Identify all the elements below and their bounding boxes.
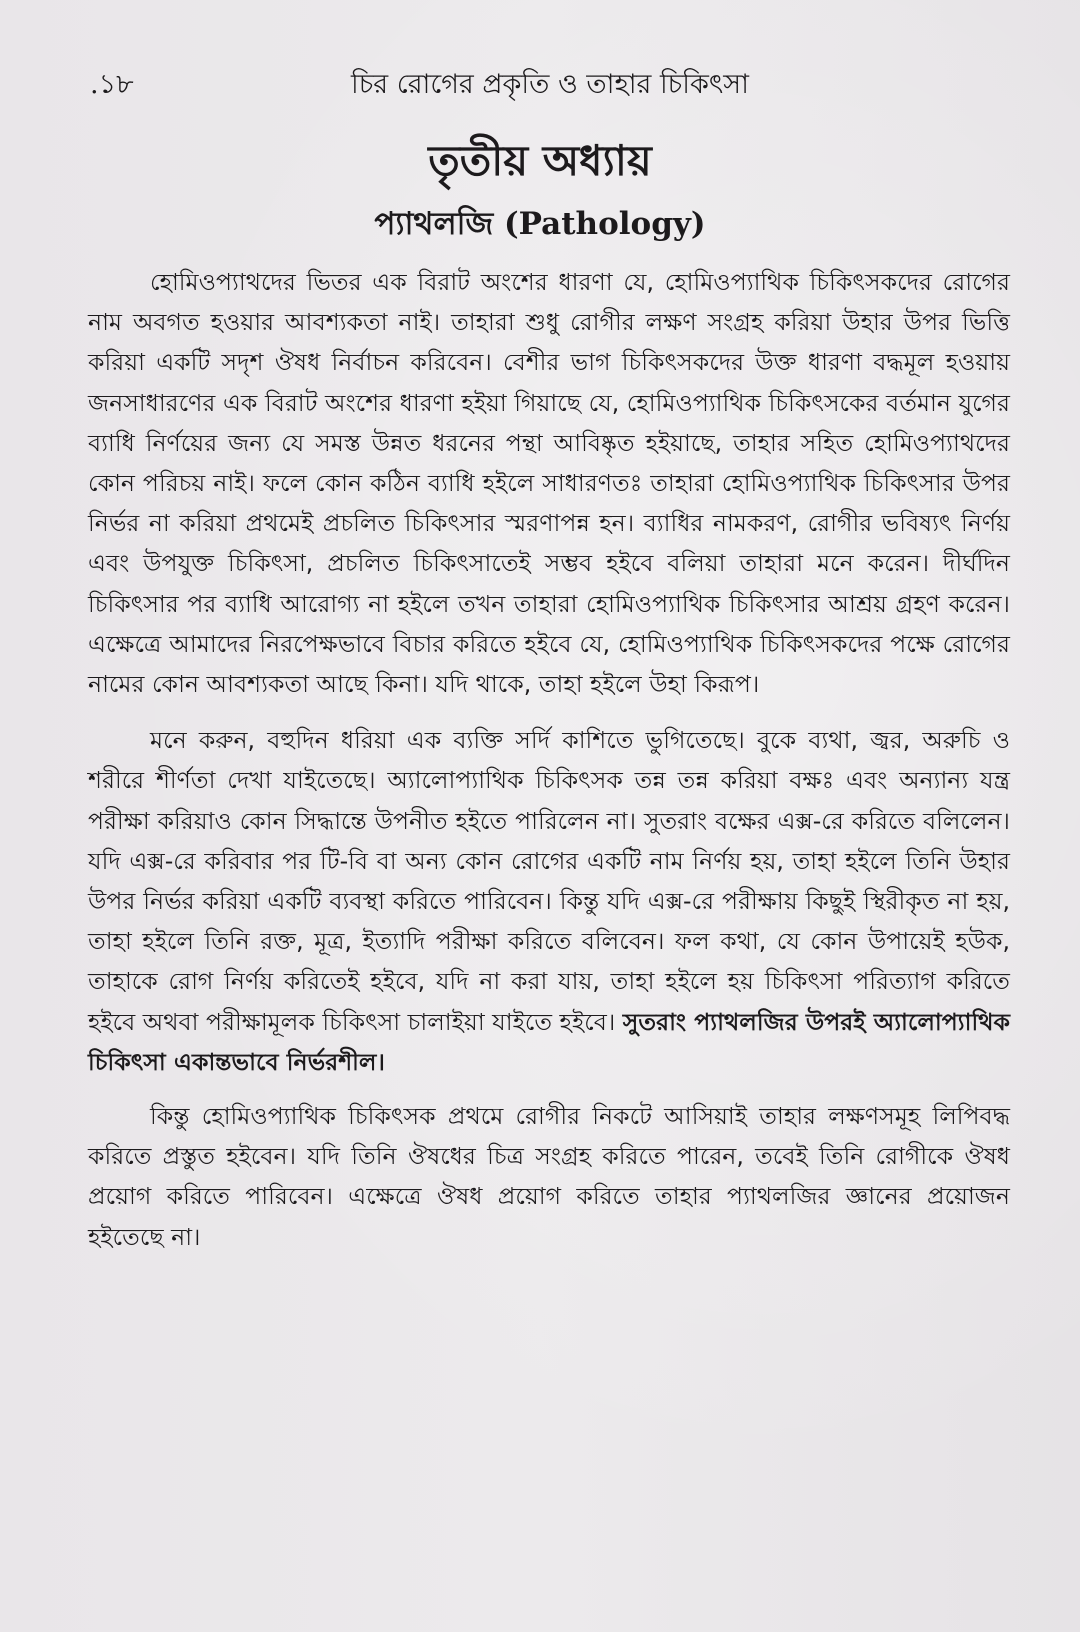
paragraph-2-text: মনে করুন, বহুদিন ধরিয়া এক ব্যক্তি সর্দি কাশিতে ভুগিতেছে। বুকে ব্যথা, জ্বর, অরুচি ও শরীরে শীর্ণতা দেখা যাইতেছে। অ্যালোপ্যাথিক চিকিৎসক তন্ন তন্ন করিয়া বক্ষঃ এবং অন্যান্য যন্ত্র পরীক্ষা করিয়াও কোন সিদ্ধান্তে উপনীত হইতে পারিলেন না। সুতরাং বক্ষের এক্স-রে করিতে বলিলেন। যদি এক্স-রে করিবার পর টি-বি বা অন্য কোন রোগের একটি নাম নির্ণয় হয়, তাহা হইলে তিনি উহার উপর নির্ভর করিয়া একটি ব্যবস্থা করিতে পারিবেন। কিন্তু যদি এক্স-রে পরীক্ষায় কিছুই স্থিরীকৃত না হয়, তাহা হইলে তিনি রক্ত, মূত্র, ইত্যাদি পরীক্ষা করিতে বলিবেন। ফল কথা, যে কোন উপায়েই হউক, তাহাকে রোগ নির্ণয় করিতেই হইবে, যদি না করা যায়, তাহা হইলে হয় চিকিৎসা পরিত্যাগ করিতে হইবে অথবা পরীক্ষামূলক চিকিৎসা চালাইয়া যাইতে হইবে। <box>88 726 1010 1036</box>
paragraph-2 <box>88 720 1010 1082</box>
page-header <box>90 60 1010 104</box>
chapter-title: তৃতীয় অধ্যায় <box>428 136 652 185</box>
page-number: .১৮ <box>90 69 134 100</box>
running-title: চির রোগের প্রকৃতি ও তাহার চিকিৎসা <box>351 69 749 100</box>
section-title: প্যাথলজি (Pathology) <box>374 206 706 242</box>
paragraph-3: কিন্তু হোমিওপ্যাথিক চিকিৎসক প্রথমে রোগীর নিকটে আসিয়াই তাহার লক্ষণসমূহ লিপিবদ্ধ করিতে প্রস্তুত হইবেন। যদি তিনি ঔষধের চিত্র সংগ্রহ করিতে পারেন, তবেই তিনি রোগীকে ঔষধ প্রয়োগ করিতে পারিবেন। এক্ষেত্রে ঔষধ প্রয়োগ করিতে তাহার প্যাথলজির জ্ঞানের প্রয়োজন হইতেছে না। <box>88 1102 1010 1251</box>
paragraph-2-emphasis: সুতরাং প্যাথলজির উপরই অ্যালোপ্যাথিক চিকিৎসা একান্তভাবে নির্ভরশীল। <box>88 1007 1011 1076</box>
body-text <box>88 262 1010 1257</box>
paragraph-1: হোমিওপ্যাথদের ভিতর এক বিরাট অংশের ধারণা যে, হোমিওপ্যাথিক চিকিৎসকদের রোগের নাম অবগত হওয়ার আবশ্যকতা নাই। তাহারা শুধু রোগীর লক্ষণ সংগ্রহ করিয়া উহার উপর ভিত্তি করিয়া একটি সদৃশ ঔষধ নির্বাচন করিবেন। বেশীর ভাগ চিকিৎসকদের উক্ত ধারণা বদ্ধমূল হওয়ায় জনসাধারণের এক বিরাট অংশের ধারণা হইয়া গিয়াছে যে, হোমিওপ্যাথিক চিকিৎসকের বর্তমান যুগের ব্যাধি নির্ণয়ের জন্য যে সমস্ত উন্নত ধরনের পন্থা আবিষ্কৃত হইয়াছে, তাহার সহিত হোমিওপ্যাথদের কোন পরিচয় নাই। ফলে কোন কঠিন ব্যাধি হইলে সাধারণতঃ তাহারা হোমিওপ্যাথিক চিকিৎসার উপর নির্ভর না করিয়া প্রথমেই প্রচলিত চিকিৎসার স্মরণাপন্ন হন। ব্যাধির নামকরণ, রোগীর ভবিষ্যৎ নির্ণয় এবং উপযুক্ত চিকিৎসা, প্রচলিত চিকিৎসাতেই সম্ভব হইবে বলিয়া তাহারা মনে করেন। দীর্ঘদিন চিকিৎসার পর ব্যাধি আরোগ্য না হইলে তখন তাহারা হোমিওপ্যাথিক চিকিৎসার আশ্রয় গ্রহণ করেন। এক্ষেত্রে আমাদের নিরপেক্ষভাবে বিচার করিতে হইবে যে, হোমিওপ্যাথিক চিকিৎসকদের পক্ষে রোগের নামের কোন আবশ্যকতা আছে কিনা। যদি থাকে, তাহা হইলে উহা কিরূপ। <box>88 268 1010 699</box>
